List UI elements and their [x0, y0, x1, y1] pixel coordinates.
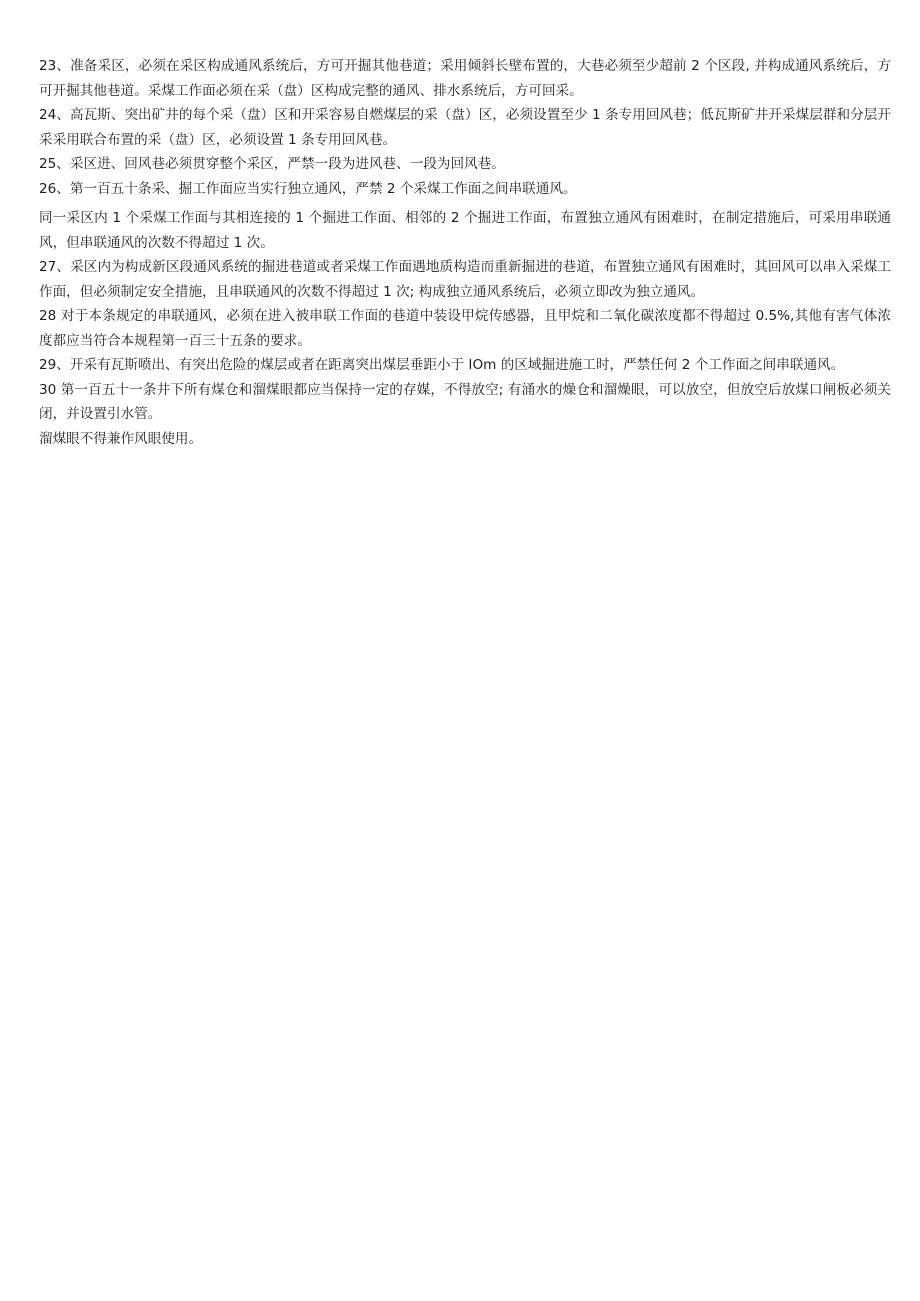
paragraph-23: 23、准备采区，必须在采区构成通风系统后，方可开掘其他巷道；采用倾斜长壁布置的，大巷必须至少超前 2 个区段, 并构成通风系统后，方可开掘其他巷道。采煤工作面必须在采（盘）区构成完整的通风、排水系统后，方可回采。 — [39, 58, 891, 99]
paragraph-24: 24、高瓦斯、突出矿井的每个采（盘）区和开采容易自燃煤层的采（盘）区，必须设置至少 1 条专用回风巷；低瓦斯矿井开采煤层群和分层开采采用联合布置的采（盘）区，必须设置 1 条专用回风巷。 — [39, 107, 891, 148]
document-body — [39, 54, 891, 451]
paragraph-26: 26、第一百五十条采、掘工作面应当实行独立通风，严禁 2 个采煤工作面之间串联通风。 — [39, 180, 577, 197]
paragraph-28: 28 对于本条规定的串联通风，必须在进入被串联工作面的巷道中装设甲烷传感器，且甲烷和二氧化碳浓度都不得超过 0.5%,其他有害气体浓度都应当符合本规程第一百三十五条的要求。 — [39, 308, 891, 349]
paragraph-26-continued: 同一采区内 1 个采煤工作面与其相连接的 1 个掘进工作面、相邻的 2 个掘进工作面，布置独立通风有困难时，在制定措施后，可采用串联通风，但串联通风的次数不得超过 1 次。 — [39, 210, 891, 251]
paragraph-25: 25、采区进、回风巷必须贯穿整个采区，严禁一段为进风巷、一段为回风巷。 — [39, 156, 505, 172]
paragraph-30: 30 第一百五十一条井下所有煤仓和溜煤眼都应当保持一定的存媒，不得放空; 有涌水的燥仓和溜燥眼，可以放空，但放空后放煤口闸板必须关闭，并设置引水管。 — [39, 381, 891, 422]
paragraph-30-note: 溜煤眼不得兼作风眼使用。 — [39, 430, 203, 447]
paragraph-27: 27、采区内为构成新区段通风系统的掘进巷道或者采煤工作面遇地质构造而重新掘进的巷道，布置独立通风有困难时，其回风可以串入采煤工作面，但必须制定安全措施，且串联通风的次数不得超过 1 次; 构成独立通风系统后，必须立即改为独立通风。 — [39, 259, 891, 300]
paragraph-29: 29、开采有瓦斯喷出、有突出危险的煤层或者在距离突出煤层垂距小于 IOm 的区域掘进施工时，严禁任何 2 个工作面之间串联通风。 — [39, 357, 845, 373]
